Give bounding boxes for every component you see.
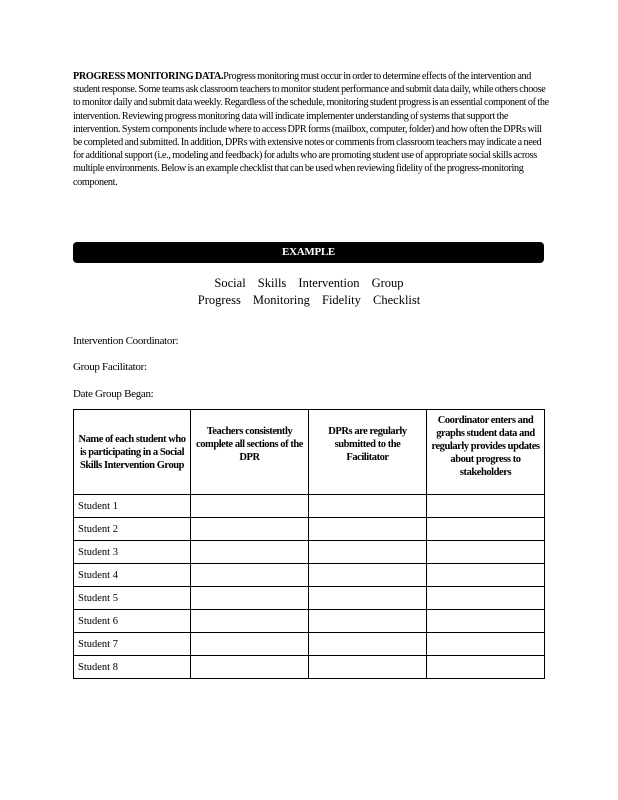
checklist-cell[interactable]	[309, 518, 427, 541]
checklist-cell[interactable]	[427, 564, 545, 587]
checklist-cell[interactable]	[191, 587, 309, 610]
student-name-cell: Student 4	[74, 564, 191, 587]
checklist-cell[interactable]	[309, 495, 427, 518]
checklist-cell[interactable]	[427, 495, 545, 518]
table-row	[74, 587, 545, 610]
coordinator-field-label: Intervention Coordinator:	[73, 335, 179, 347]
checklist-cell[interactable]	[309, 610, 427, 633]
table-row	[74, 656, 545, 679]
student-name-cell: Student 2	[74, 518, 191, 541]
checklist-cell[interactable]	[427, 541, 545, 564]
date-began-field-label: Date Group Began:	[73, 388, 154, 400]
table-row	[74, 541, 545, 564]
table-row	[74, 495, 545, 518]
checklist-cell[interactable]	[309, 564, 427, 587]
checklist-cell[interactable]	[191, 518, 309, 541]
intro-body: Progress monitoring must occur in order to determine effects of the intervention and student response. Some teams ask classroom teachers to monitor student performance and submit data daily, while others choose to monitor daily and submit data weekly. Regardless of the schedule, monitoring student progress is an essential component of the intervention. Reviewing progress monitoring data will indicate implementer understanding of systems that support the intervention. System components include where to access DPR forms (mailbox, computer, folder) and how often the DPRs will be completed and submitted. In addition, DPRs with extensive notes or comments from classroom teachers may indicate a need for additional support (i.e., modeling and feedback) for adults who are promoting student use of appropriate social skills across multiple environments. Below is an example checklist that can be used when reviewing fidelity of the progress-monitoring component.	[73, 71, 549, 188]
table-row	[74, 610, 545, 633]
student-name-cell: Student 6	[74, 610, 191, 633]
student-name-cell: Student 1	[74, 495, 191, 518]
checklist-cell[interactable]	[427, 633, 545, 656]
student-name-cell: Student 5	[74, 587, 191, 610]
header-student-name: Name of each student who is participating in a Social Skills Intervention Group	[74, 410, 191, 495]
checklist-cell[interactable]	[191, 564, 309, 587]
student-name-cell: Student 7	[74, 633, 191, 656]
checklist-cell[interactable]	[309, 633, 427, 656]
checklist-cell[interactable]	[191, 633, 309, 656]
checklist-cell[interactable]	[309, 587, 427, 610]
checklist-cell[interactable]	[191, 541, 309, 564]
student-name-cell: Student 3	[74, 541, 191, 564]
facilitator-field-label: Group Facilitator:	[73, 361, 147, 373]
fidelity-checklist-table	[73, 409, 545, 679]
intro-lead: PROGRESS MONITORING DATA.	[73, 71, 224, 82]
header-dprs-submitted: DPRs are regularly submitted to the Facilitator	[309, 410, 427, 495]
checklist-cell[interactable]	[427, 518, 545, 541]
table-row	[74, 633, 545, 656]
table-header-row	[74, 410, 545, 495]
table-row	[74, 564, 545, 587]
checklist-cell[interactable]	[427, 610, 545, 633]
checklist-cell[interactable]	[427, 656, 545, 679]
checklist-cell[interactable]	[191, 610, 309, 633]
checklist-title-line-1: Social Skills Intervention Group	[214, 276, 404, 290]
checklist-cell[interactable]	[309, 541, 427, 564]
checklist-cell[interactable]	[191, 495, 309, 518]
checklist-cell[interactable]	[191, 656, 309, 679]
checklist-cell[interactable]	[427, 587, 545, 610]
header-teachers-complete: Teachers consistently complete all sections of the DPR	[191, 410, 309, 495]
checklist-title-line-2: Progress Monitoring Fidelity Checklist	[197, 293, 421, 307]
table-row	[74, 518, 545, 541]
checklist-cell[interactable]	[309, 656, 427, 679]
example-banner: EXAMPLE	[73, 242, 544, 263]
student-name-cell: Student 8	[74, 656, 191, 679]
intro-paragraph	[73, 70, 551, 189]
header-coordinator-updates: Coordinator enters and graphs student data and regularly provides updates about progress to stakeholders	[427, 410, 545, 495]
